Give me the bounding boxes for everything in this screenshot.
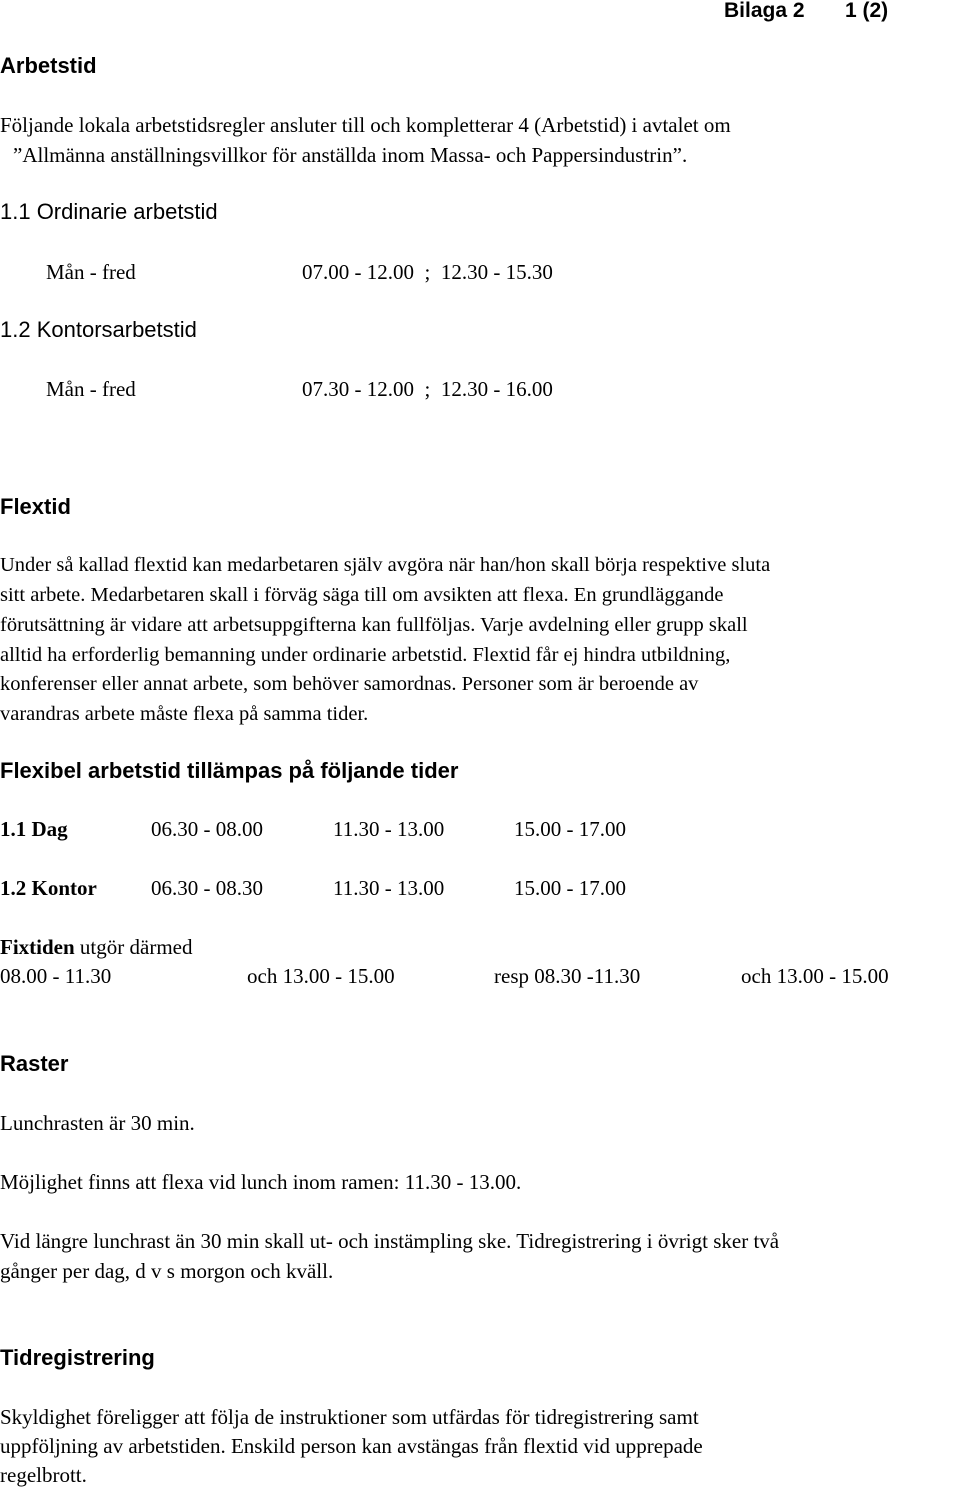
intro-line-2: ”Allmänna anställningsvillkor för anställda inom Massa- och Pappersindustrin”. bbox=[13, 143, 688, 167]
heading-flextid: Flextid bbox=[0, 494, 71, 519]
heading-kontor: 1.2 Kontorsarbetstid bbox=[0, 317, 197, 342]
kontor-time-1: 06.30 - 08.30 bbox=[151, 876, 263, 900]
kontor-time-3: 15.00 - 17.00 bbox=[514, 876, 626, 900]
kontor-time-2: 11.30 - 13.00 bbox=[333, 876, 445, 900]
fixtid-rest: utgör därmed bbox=[74, 935, 193, 959]
row-label-dag: 1.1 Dag bbox=[0, 817, 68, 841]
row-label-kontor: 1.2 Kontor bbox=[0, 876, 97, 900]
flextid-line: konferenser eller annat arbete, som behöver samordnas. Personer som är beroende av bbox=[0, 673, 699, 695]
flextid-line: förutsättning är vidare att arbetsuppgifterna kan fullföljas. Varje avdelning eller grupp skall bbox=[0, 614, 748, 636]
fixtid-time-c: resp 08.30 -11.30 bbox=[494, 964, 641, 988]
raster-line-3a: Vid längre lunchrast än 30 min skall ut- och instämpling ske. Tidregistrering i övrigt sker två bbox=[0, 1229, 780, 1253]
fixtid-time-a: 08.00 - 11.30 bbox=[0, 964, 112, 988]
tidregistrering-line: regelbrott. bbox=[0, 1463, 87, 1487]
tidregistrering-line: Skyldighet föreligger att följa de instruktioner som utfärdas för tidregistrering samt bbox=[0, 1405, 699, 1429]
intro-line-1: Följande lokala arbetstidsregler ansluter till och kompletterar 4 (Arbetstid) i avtalet om bbox=[0, 113, 731, 137]
raster-line-1: Lunchrasten är 30 min. bbox=[0, 1111, 195, 1135]
raster-line-3b: gånger per dag, d v s morgon och kväll. bbox=[0, 1259, 334, 1283]
flextid-line: alltid ha erforderlig bemanning under ordinarie arbetstid. Flextid får ej hindra utbildning, bbox=[0, 644, 731, 666]
ordinarie-days: Mån - fred bbox=[46, 260, 136, 284]
ordinarie-times: 07.00 - 12.00 ; 12.30 - 15.30 bbox=[302, 260, 553, 284]
heading-arbetstid: Arbetstid bbox=[0, 53, 97, 78]
fixtid-time-b: och 13.00 - 15.00 bbox=[247, 964, 395, 988]
kontor-times: 07.30 - 12.00 ; 12.30 - 16.00 bbox=[302, 377, 553, 401]
heading-ordinarie: 1.1 Ordinarie arbetstid bbox=[0, 199, 218, 224]
fixtid-label: Fixtiden bbox=[0, 935, 75, 959]
flextid-line: sitt arbete. Medarbetaren skall i förväg säga till om avsikten att flexa. En grundläggande bbox=[0, 584, 724, 606]
tidregistrering-line: uppföljning av arbetstiden. Enskild person kan avstängas från flextid vid upprepade bbox=[0, 1434, 703, 1458]
attachment-label: Bilaga 2 bbox=[724, 0, 805, 22]
fixtid-time-d: och 13.00 - 15.00 bbox=[741, 964, 889, 988]
page-number: 1 (2) bbox=[845, 0, 889, 22]
dag-time-1: 06.30 - 08.00 bbox=[151, 817, 263, 841]
flextid-line: Under så kallad flextid kan medarbetaren själv avgöra när han/hon skall börja respektive sluta bbox=[0, 554, 771, 576]
dag-time-2: 11.30 - 13.00 bbox=[333, 817, 445, 841]
flextid-line: varandras arbete måste flexa på samma tider. bbox=[0, 703, 369, 725]
dag-time-3: 15.00 - 17.00 bbox=[514, 817, 626, 841]
heading-raster: Raster bbox=[0, 1051, 69, 1076]
raster-line-2: Möjlighet finns att flexa vid lunch inom ramen: 11.30 - 13.00. bbox=[0, 1170, 522, 1194]
fixtid-line bbox=[0, 932, 192, 962]
kontor-days: Mån - fred bbox=[46, 377, 136, 401]
heading-flexibel: Flexibel arbetstid tillämpas på följande tider bbox=[0, 758, 459, 783]
heading-tidregistrering: Tidregistrering bbox=[0, 1345, 155, 1370]
